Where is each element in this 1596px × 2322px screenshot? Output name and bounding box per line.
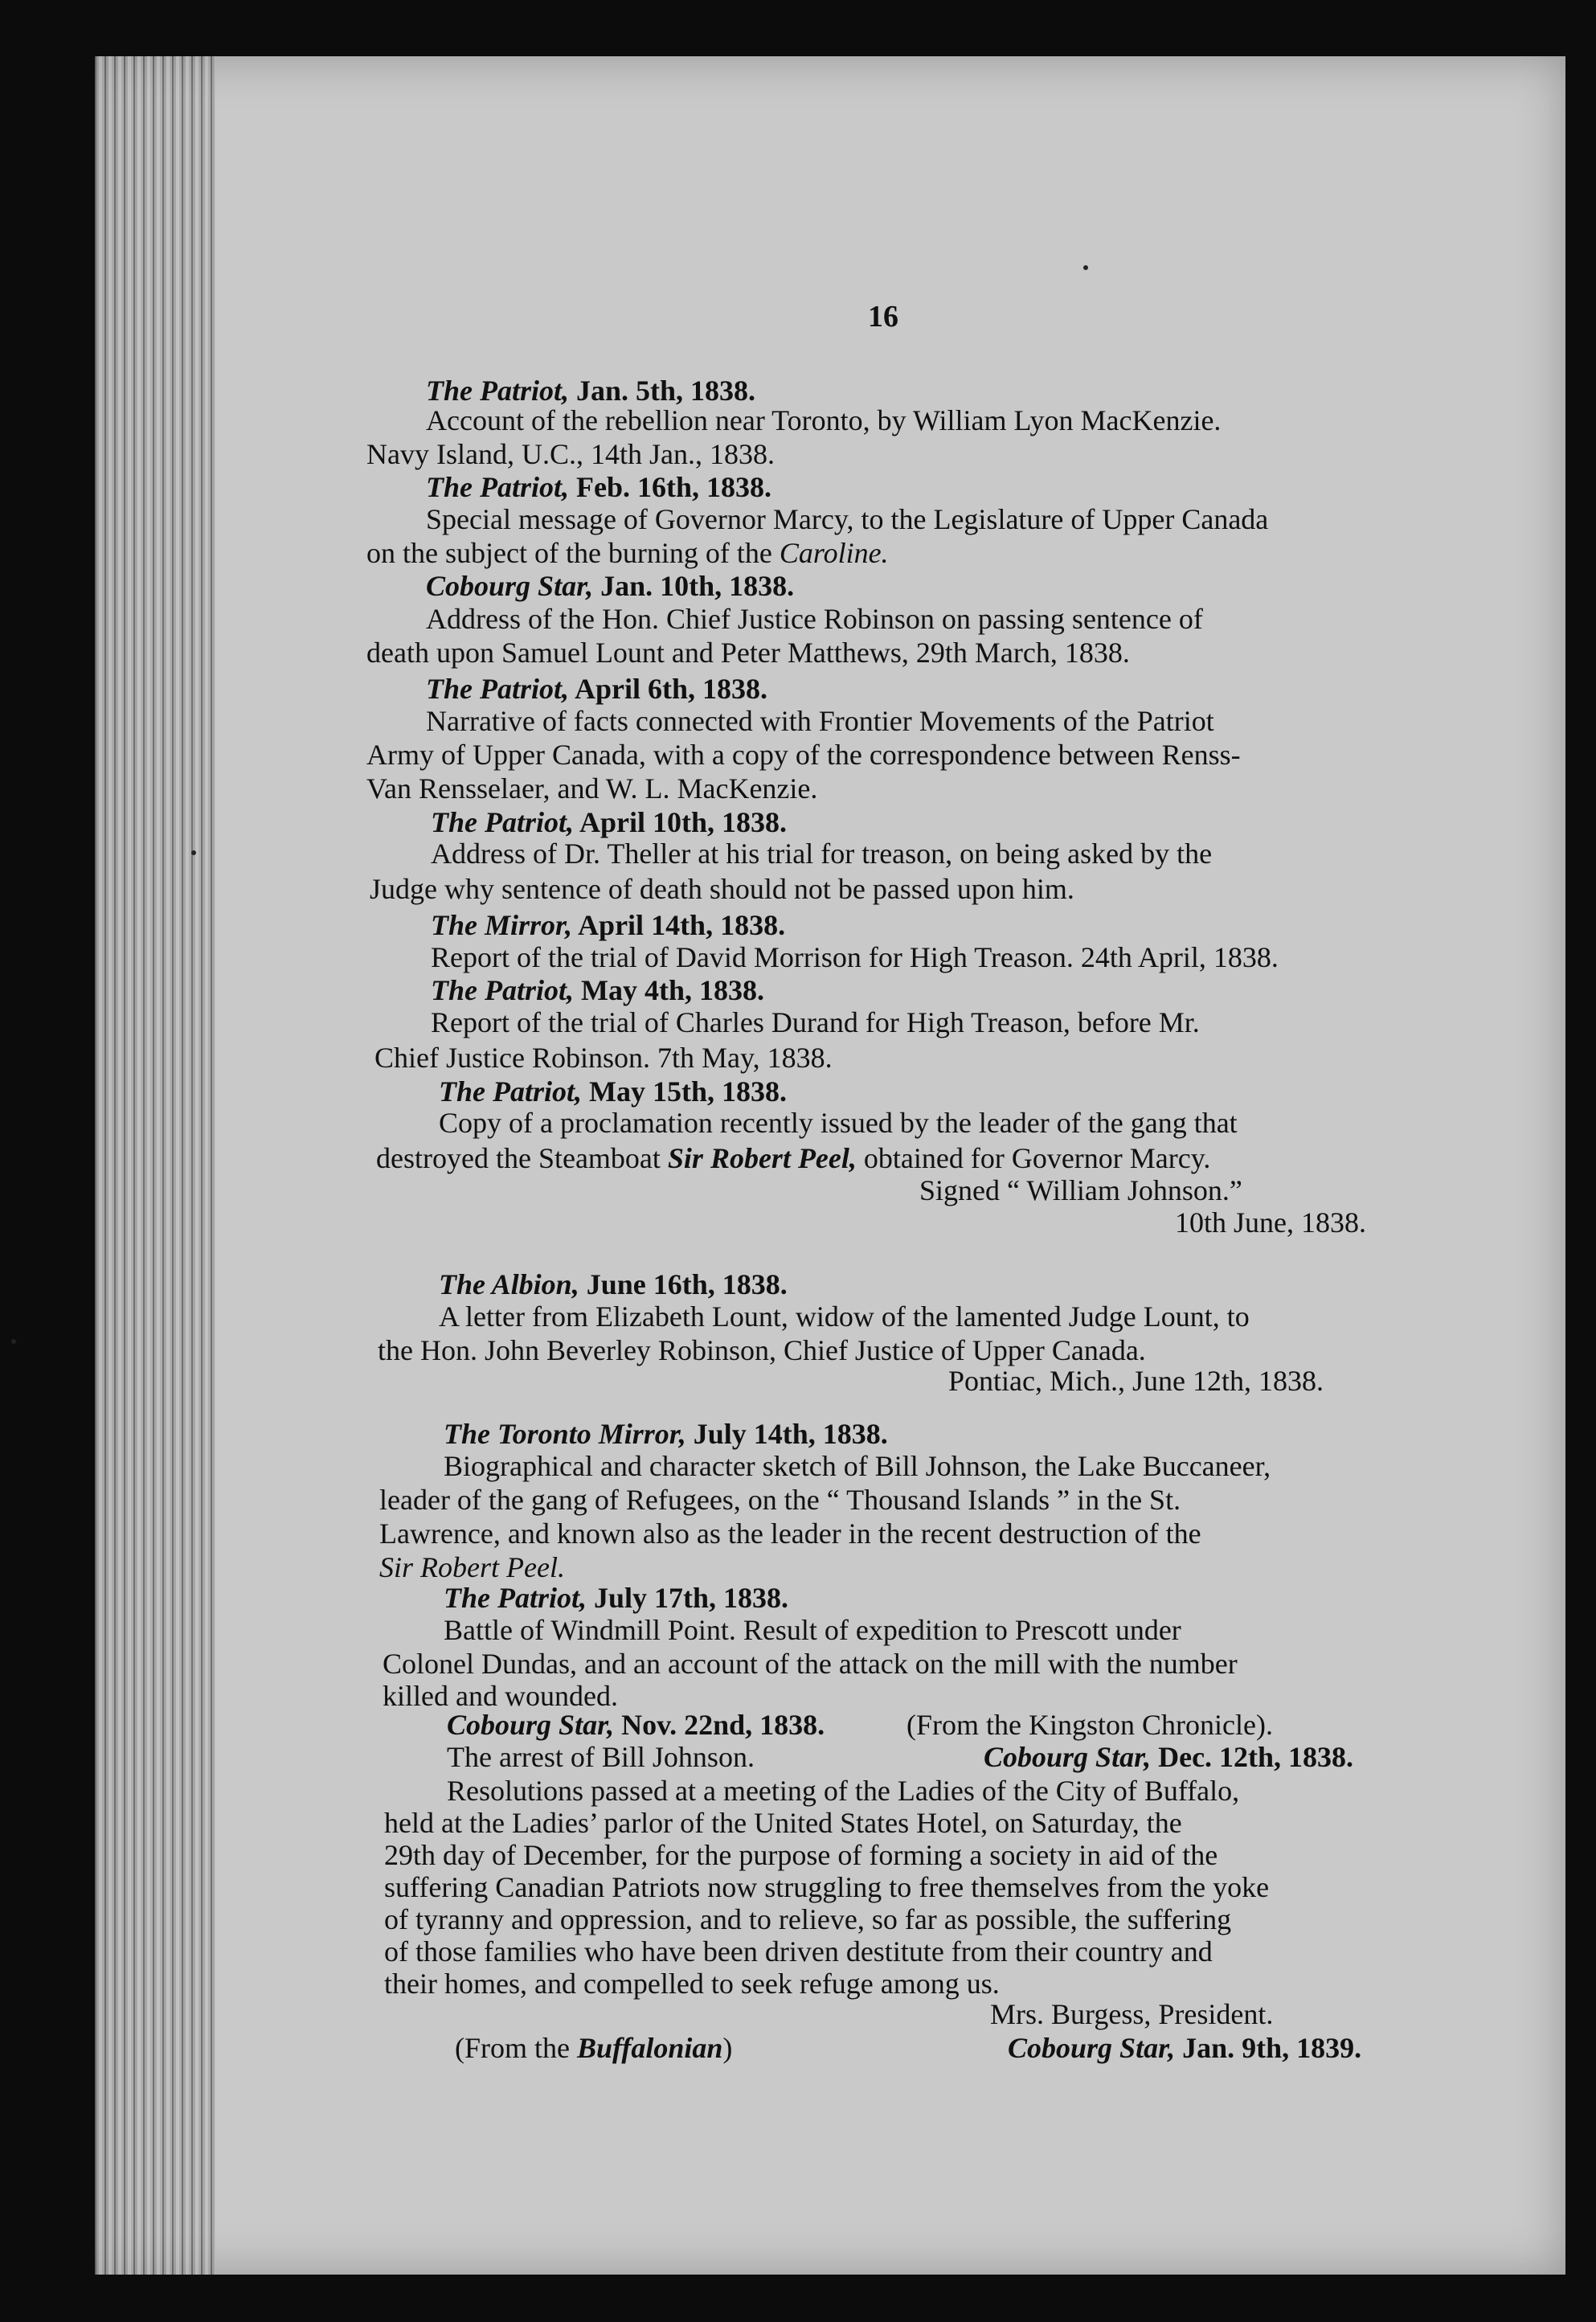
source-line: The Patriot, Feb. 16th, 1838. (426, 471, 771, 503)
entry-text: Copy of a proclamation recently issued by the leader of the gang that (439, 1107, 1238, 1139)
entry-text: Judge why sentence of death should not be passed upon him. (370, 873, 1074, 905)
source-line: Cobourg Star, Nov. 22nd, 1838. (447, 1709, 825, 1741)
source-line: Cobourg Star, Jan. 10th, 1838. (426, 570, 795, 602)
signature-line: Signed “ William Johnson.” (919, 1174, 1242, 1206)
entry-text: Battle of Windmill Point. Result of expedition to Prescott under (444, 1614, 1181, 1646)
entry-text: Navy Island, U.C., 14th Jan., 1838. (366, 438, 775, 470)
source-line: The Patriot, July 17th, 1838. (444, 1582, 789, 1614)
entry-text: Biographical and character sketch of Bill Johnson, the Lake Buccaneer, (444, 1450, 1271, 1482)
entry-text: Lawrence, and known also as the leader in the recent destruction of the (379, 1517, 1201, 1550)
entry-text: Colonel Dundas, and an account of the attack on the mill with the number (383, 1648, 1238, 1680)
source-line: The Patriot, April 10th, 1838. (431, 806, 788, 838)
source-line: The Patriot, April 6th, 1838. (426, 673, 768, 705)
entry-text: Account of the rebellion near Toronto, by William Lyon MacKenzie. (426, 404, 1222, 436)
source-line: The Mirror, April 14th, 1838. (431, 909, 786, 941)
source-note: (From the Kingston Chronicle). (906, 1709, 1273, 1741)
entry-text: Report of the trial of Charles Durand for High Treason, before Mr. (431, 1006, 1200, 1038)
entry-text: destroyed the Steamboat Sir Robert Peel, obtained for Governor Marcy. (376, 1142, 1211, 1174)
entry-text: Army of Upper Canada, with a copy of the correspondence between Renss- (366, 739, 1241, 771)
date-line: Pontiac, Mich., June 12th, 1838. (948, 1365, 1324, 1397)
date-line: 10th June, 1838. (1175, 1206, 1366, 1239)
source-line: The Albion, June 16th, 1838. (439, 1268, 788, 1300)
entry-text: Report of the trial of David Morrison for High Treason. 24th April, 1838. (431, 941, 1279, 973)
entry-text: killed and wounded. (383, 1680, 618, 1712)
entry-text: Narrative of facts connected with Frontier Movements of the Patriot (426, 705, 1214, 737)
source-line: Cobourg Star, Dec. 12th, 1838. (984, 1741, 1354, 1773)
source-line: Cobourg Star, Jan. 9th, 1839. (1008, 2032, 1362, 2064)
entry-text: their homes, and compelled to seek refuge among us. (384, 1968, 1000, 2000)
source-line: The Patriot, May 15th, 1838. (439, 1075, 787, 1108)
entry-text: of those families who have been driven destitute from their country and (384, 1935, 1213, 1968)
entry-text: Address of the Hon. Chief Justice Robinson on passing sentence of (426, 603, 1203, 635)
page-number: 16 (868, 300, 898, 334)
entry-text: suffering Canadian Patriots now struggling to free themselves from the yoke (384, 1871, 1270, 1903)
ship-name: Sir Robert Peel. (379, 1551, 565, 1583)
entry-text: Chief Justice Robinson. 7th May, 1838. (374, 1042, 833, 1074)
entry-text: held at the Ladies’ parlor of the United States Hotel, on Saturday, the (384, 1807, 1182, 1839)
entry-text: Special message of Governor Marcy, to the Legislature of Upper Canada (426, 503, 1269, 535)
entry-text: The arrest of Bill Johnson. (447, 1741, 755, 1773)
entry-text: on the subject of the burning of the Caroline. (366, 537, 889, 569)
source-line: The Patriot, May 4th, 1838. (431, 974, 764, 1006)
signature-line: Mrs. Burgess, President. (990, 1998, 1274, 2030)
entry-text: Resolutions passed at a meeting of the Ladies of the City of Buffalo, (447, 1775, 1240, 1807)
entry-text: 29th day of December, for the purpose of forming a society in aid of the (384, 1839, 1218, 1871)
source-line: The Toronto Mirror, July 14th, 1838. (444, 1418, 888, 1450)
entry-text: death upon Samuel Lount and Peter Matthews, 29th March, 1838. (366, 637, 1130, 669)
source-line: The Patriot, Jan. 5th, 1838. (426, 375, 756, 407)
entry-text: leader of the gang of Refugees, on the “ Thousand Islands ” in the St. (379, 1484, 1181, 1516)
entry-text: the Hon. John Beverley Robinson, Chief Justice of Upper Canada. (378, 1334, 1146, 1366)
entry-text: of tyranny and oppression, and to relieve, so far as possible, the suffering (384, 1903, 1232, 1935)
entry-text: Address of Dr. Theller at his trial for treason, on being asked by the (431, 837, 1213, 870)
entry-text: A letter from Elizabeth Lount, widow of the lamented Judge Lount, to (439, 1300, 1250, 1333)
source-note: (From the Buffalonian) (455, 2032, 733, 2064)
entry-text: Van Rensselaer, and W. L. MacKenzie. (366, 772, 818, 805)
